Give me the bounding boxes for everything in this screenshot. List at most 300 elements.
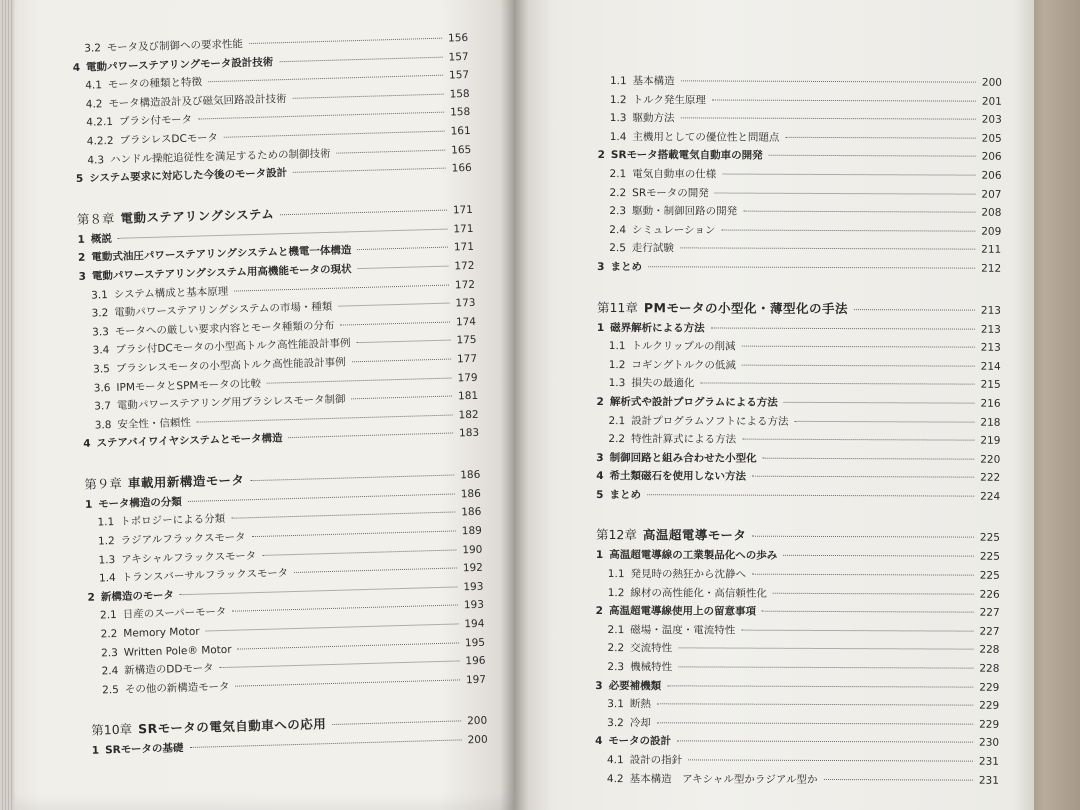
toc-page-number: 213 xyxy=(980,341,1001,354)
toc-page-number: 213 xyxy=(980,323,1001,336)
toc-entry-number: 2 xyxy=(77,252,86,265)
toc-entry xyxy=(598,165,1002,185)
toc-entry-title: ブラシレスDCモータ xyxy=(119,131,219,147)
toc-entry-title: トランスバーサルフラックスモータ xyxy=(121,567,289,585)
toc-page-number: 231 xyxy=(978,755,1000,768)
toc-page-number: 224 xyxy=(980,490,1001,503)
toc-entry-title: 駆動・制御回路の開発 xyxy=(632,205,738,218)
toc-entry-title: 基本構造 xyxy=(632,75,675,88)
dot-leader xyxy=(280,209,447,215)
toc-entry-number: 2 xyxy=(596,395,604,408)
toc-entry-title: 日産のスーパーモータ xyxy=(122,606,227,622)
toc-entry-number: 4 xyxy=(83,437,91,451)
dot-leader xyxy=(823,779,972,781)
toc-entry-title: 高温超電導線の工業製品化への歩み xyxy=(609,549,778,563)
toc-entry-title: モータ構造設計及び磁気回路設計技術 xyxy=(108,92,287,110)
dot-leader xyxy=(206,623,459,631)
toc-entry-title: アキシャルフラックスモータ xyxy=(121,549,257,566)
toc-page-number: 193 xyxy=(463,599,485,612)
toc-entry-title: 機械特性 xyxy=(630,661,673,674)
dot-leader xyxy=(677,741,973,743)
dot-leader xyxy=(357,247,448,251)
dot-leader xyxy=(292,93,443,98)
toc-entry xyxy=(597,337,1001,357)
toc-entry xyxy=(596,411,1000,431)
dot-leader xyxy=(678,648,973,650)
toc-entry xyxy=(595,751,999,771)
toc-entry-number: 4.2 xyxy=(606,772,624,785)
toc-entry xyxy=(595,677,999,697)
toc-page-number: 177 xyxy=(456,352,478,366)
toc-entry-number: 2.2 xyxy=(609,186,627,199)
toc-page-number: 166 xyxy=(451,162,472,175)
toc-entry-title: SRモータ搭載電気自動車の開発 xyxy=(610,149,763,163)
toc-entry-title: ブラシ付DCモータの小型高トルク高性能設計事例 xyxy=(115,337,351,357)
toc-entry-number: 1.1 xyxy=(609,75,627,88)
toc-entry-title: モータへの厳しい要求内容とモータ種類の分布 xyxy=(114,319,335,338)
toc-entry-title: 設計の指針 xyxy=(629,754,683,767)
toc-entry-title: 電動パワーステアリングシステムの市場・種類 xyxy=(114,300,333,320)
toc-entry xyxy=(597,202,1001,222)
toc-page-number: 203 xyxy=(981,113,1002,126)
toc-entry-title: シミュレーション xyxy=(631,223,716,237)
dot-leader xyxy=(712,99,976,101)
toc-page-number: 165 xyxy=(451,143,472,157)
toc-entry-number: 3.2 xyxy=(84,42,102,55)
toc-entry-title: 希土類磁石を使用しない方法 xyxy=(609,470,747,483)
dot-leader xyxy=(338,303,449,307)
toc-entry-number: 1 xyxy=(596,321,605,334)
dot-leader xyxy=(763,457,975,459)
toc-entry-title: PMモータの小型化・薄型化の手法 xyxy=(643,299,849,316)
dot-leader xyxy=(680,248,975,250)
dot-leader xyxy=(657,722,973,724)
toc-entry-number: 3.2 xyxy=(91,307,109,320)
toc-entry-title: 主機用としての優位性と問題点 xyxy=(632,130,780,144)
dot-leader xyxy=(657,703,973,705)
toc-entry xyxy=(598,128,1002,148)
dot-leader xyxy=(795,420,975,422)
toc-entry-title: 冷却 xyxy=(629,716,651,730)
toc-page-number: 200 xyxy=(466,715,488,728)
toc-entry xyxy=(597,239,1001,259)
toc-entry-title: 発見時の熱狂から沈静へ xyxy=(630,568,747,581)
dot-leader xyxy=(340,321,450,325)
toc-page-number: 209 xyxy=(981,225,1002,238)
toc-entry xyxy=(596,430,1000,450)
toc-entry-title: 駆動方法 xyxy=(632,112,675,125)
toc-entry-title: ブラシ付モータ xyxy=(118,114,193,129)
toc-entry-number: 4.2 xyxy=(85,97,103,111)
toc-entry-title: Memory Motor xyxy=(123,625,200,640)
toc-page-number: 229 xyxy=(979,681,1000,694)
dot-leader xyxy=(752,574,974,576)
toc-entry-title: ハンドル操舵追従性を満足するための制御技術 xyxy=(109,147,331,166)
toc-chapter xyxy=(596,524,1000,548)
dot-leader xyxy=(279,56,442,62)
dot-leader xyxy=(722,174,975,176)
toc-entry-title: 新構造のモータ xyxy=(100,589,175,604)
toc-entry-number: 2.5 xyxy=(609,242,626,255)
toc-entry-number: 3 xyxy=(596,451,604,464)
toc-entry-title: コギングトルクの低減 xyxy=(631,358,736,372)
toc-entry-title: ラジアルフラックスモータ xyxy=(120,531,246,547)
toc-entry-number: 2.1 xyxy=(609,168,627,181)
toc-entry xyxy=(598,146,1002,166)
toc-entry-number: 1 xyxy=(77,233,86,246)
toc-entry-title: 制御回路と組み合わせた小型化 xyxy=(609,451,757,465)
toc-entry-title: その他の新構造モータ xyxy=(124,680,230,696)
toc-entry-number: 3.4 xyxy=(92,344,110,357)
toc-page-number: 229 xyxy=(979,718,1000,731)
toc-entry-title: 電動ステアリングシステム xyxy=(120,206,275,226)
toc-page-number: 197 xyxy=(465,673,487,687)
toc-page-number: 173 xyxy=(455,296,476,310)
toc-entry-title: 特性計算式による方法 xyxy=(631,433,737,446)
left-page xyxy=(0,0,514,810)
toc-page-number: 214 xyxy=(980,360,1001,373)
toc-entry-title: 損失の最適化 xyxy=(631,377,695,390)
dot-leader xyxy=(293,168,446,173)
toc-page-number: 229 xyxy=(979,699,1000,712)
toc-entry xyxy=(596,565,1000,585)
dot-leader xyxy=(700,383,974,385)
toc-entry xyxy=(595,732,999,752)
dot-leader xyxy=(741,346,974,348)
toc-entry-number: 第８章 xyxy=(76,210,115,227)
toc-page-number: 189 xyxy=(461,524,483,538)
toc-entry-title: トルクリップルの削減 xyxy=(631,340,736,353)
dot-leader xyxy=(678,666,973,668)
dot-leader xyxy=(198,112,444,120)
dot-leader xyxy=(197,414,453,422)
toc-entry-number: 3.1 xyxy=(90,288,108,302)
toc-page-number: 190 xyxy=(462,543,483,556)
toc-entry xyxy=(595,695,999,715)
dot-leader xyxy=(721,229,975,231)
dot-leader xyxy=(742,364,975,366)
toc-entry-title: 磁場・温度・電流特性 xyxy=(630,623,736,637)
dot-leader xyxy=(769,155,976,157)
dot-leader xyxy=(249,38,442,44)
dot-leader xyxy=(351,396,452,400)
toc-page-number: 196 xyxy=(465,654,486,668)
toc-page-number: 158 xyxy=(449,106,471,119)
toc-entry-title: 車載用新構造モータ xyxy=(127,472,245,491)
toc-entry-title: 必要補機類 xyxy=(608,679,662,692)
toc-page-number: 157 xyxy=(448,50,469,64)
toc-entry-number: 3.7 xyxy=(94,400,112,413)
dot-leader xyxy=(854,309,975,311)
toc-entry xyxy=(597,221,1001,241)
toc-entry-title: 解析式や設計プログラムによる方法 xyxy=(609,395,778,409)
toc-page-number: 227 xyxy=(979,625,1000,638)
toc-entry-title: 交流特性 xyxy=(630,642,673,655)
toc-page-number: 172 xyxy=(454,278,476,291)
toc-entry-number: 2.4 xyxy=(101,665,119,678)
toc-entry-number: 第10章 xyxy=(91,721,133,739)
toc-page-number: 171 xyxy=(452,203,474,217)
dot-leader xyxy=(743,211,975,213)
toc-entry-title: 電動式油圧パワーステアリングシステムと機電一体構造 xyxy=(91,244,352,264)
toc-entry xyxy=(595,714,999,734)
toc-entry-number: 第11章 xyxy=(596,299,638,315)
toc-entry-title: 電動パワーステアリングモータ設計技術 xyxy=(85,55,274,74)
dot-leader xyxy=(742,439,974,441)
toc-page-number: 227 xyxy=(979,606,1000,620)
toc-entry-number: 4 xyxy=(595,735,603,748)
toc-entry-number: 2.3 xyxy=(609,205,627,218)
toc-entry xyxy=(598,109,1002,129)
dot-leader xyxy=(118,228,448,238)
dot-leader xyxy=(180,586,457,595)
dot-leader xyxy=(234,284,449,291)
toc-entry-number: 2.2 xyxy=(607,642,625,655)
toc-entry-number: 4.3 xyxy=(87,153,105,167)
toc-page-number: 230 xyxy=(979,737,1000,750)
toc-page-number: 186 xyxy=(460,487,481,501)
toc-entry-number: 2.1 xyxy=(99,609,117,622)
dot-leader xyxy=(220,661,460,669)
toc-page-number: 174 xyxy=(455,315,477,329)
toc-page-number: 206 xyxy=(981,169,1002,182)
toc-entry-title: システム構成と基本原理 xyxy=(113,285,229,301)
toc-page-number: 179 xyxy=(457,371,478,384)
toc-entry-number: 3.3 xyxy=(92,325,110,339)
toc-entry-number: 2.1 xyxy=(608,414,626,427)
dot-leader xyxy=(357,266,448,270)
toc-entry xyxy=(596,486,1000,506)
dot-leader xyxy=(752,476,974,478)
toc-entry-number: 1.4 xyxy=(98,572,116,585)
toc-page-number: 186 xyxy=(460,468,481,482)
toc-entry-number: 2.3 xyxy=(607,661,625,674)
toc-entry-title: モータの設計 xyxy=(608,735,672,748)
toc-page-number: 201 xyxy=(981,95,1002,108)
toc-entry-title: 磁界解析による方法 xyxy=(610,321,705,334)
toc-entry-title: 走行試験 xyxy=(631,242,674,255)
toc-page-number: 156 xyxy=(447,31,469,45)
toc-page-number: 225 xyxy=(979,569,1000,582)
toc-entry-number: 4.1 xyxy=(85,79,103,92)
toc-page-number: 175 xyxy=(456,334,477,347)
toc-page-number: 158 xyxy=(449,87,470,101)
toc-entry-number: 第12章 xyxy=(595,527,637,543)
toc-page-number: 183 xyxy=(458,427,480,440)
toc-page-number: 211 xyxy=(981,244,1002,257)
toc-chapter xyxy=(597,297,1001,321)
toc-entry-number: 5 xyxy=(75,172,84,186)
toc-entry-title: 線材の高性能化・高信頼性化 xyxy=(630,586,767,600)
dot-leader xyxy=(235,679,460,686)
toc-page-number: 171 xyxy=(453,241,475,254)
dot-leader xyxy=(231,512,455,519)
toc-entry xyxy=(598,72,1002,92)
toc-entry-number: 1.3 xyxy=(609,112,627,125)
toc-entry-number: 3.8 xyxy=(94,418,112,432)
toc-entry-number: 2.1 xyxy=(607,623,625,636)
dot-leader xyxy=(357,340,451,344)
toc-page-number: 228 xyxy=(979,644,1000,657)
toc-entry-number: 2.4 xyxy=(609,223,627,236)
dot-leader xyxy=(232,605,458,612)
dot-leader xyxy=(352,358,451,362)
toc-entry xyxy=(596,449,1000,469)
toc-entry-number: 2.2 xyxy=(608,433,626,446)
toc-entry-title: 概説 xyxy=(90,232,113,246)
toc-entry-title: トルク発生原理 xyxy=(632,93,706,107)
toc-page-number: 161 xyxy=(450,124,471,138)
toc-page-number: 182 xyxy=(458,408,479,422)
toc-entry-number: 3.1 xyxy=(607,698,624,711)
toc-entry xyxy=(596,602,1000,622)
toc-entry-number: 4 xyxy=(596,470,604,483)
toc-entry-number: 2.3 xyxy=(100,646,118,660)
dot-leader xyxy=(711,327,975,329)
toc-entry-title: 新構造のDDモータ xyxy=(124,662,214,678)
dot-leader xyxy=(189,740,461,749)
dot-leader xyxy=(647,494,974,496)
toc-entry xyxy=(597,258,1001,278)
toc-entry-number: 1.1 xyxy=(607,568,625,581)
dot-leader xyxy=(741,629,973,631)
dot-leader xyxy=(332,721,461,726)
dot-leader xyxy=(289,433,454,439)
toc-entry-title: 断熱 xyxy=(629,698,651,711)
toc-entry xyxy=(596,621,1000,641)
toc-entry-title: Written Pole® Motor xyxy=(123,643,232,659)
toc-entry-number: 3 xyxy=(597,260,605,273)
toc-entry-number: 1.4 xyxy=(609,130,627,143)
toc-entry-title: モータ構造の分類 xyxy=(98,495,183,511)
dot-leader xyxy=(688,759,973,761)
dot-leader xyxy=(667,685,973,687)
toc-entry-number: 2.5 xyxy=(101,683,120,697)
toc-entry-number: 4.2.1 xyxy=(86,116,114,130)
dot-leader xyxy=(294,568,457,574)
toc-page-number: 212 xyxy=(981,262,1002,275)
toc-page-number: 215 xyxy=(980,378,1001,392)
toc-entry-number: 1.3 xyxy=(608,377,626,390)
toc-page-number: 192 xyxy=(462,561,484,575)
toc-list-right xyxy=(595,72,1002,790)
toc-entry xyxy=(596,467,1000,487)
toc-entry-title: 基本構造 アキシャル型かラジアル型か xyxy=(629,772,818,786)
toc-entry-title: ブラシレスモータの小型高トルク高性能設計事例 xyxy=(115,356,346,375)
dot-leader xyxy=(773,592,974,594)
toc-entry-number: 1.2 xyxy=(607,586,625,599)
toc-entry-title: SRモータの開発 xyxy=(632,186,709,200)
toc-entry-title: 高温超電導モータ xyxy=(642,527,747,544)
toc-entry xyxy=(596,584,1000,604)
toc-entry xyxy=(597,356,1001,376)
toc-entry-number: 3 xyxy=(595,679,603,692)
toc-page-number: 208 xyxy=(981,206,1002,219)
toc-entry-number: 第９章 xyxy=(84,475,123,492)
toc-entry-number: 1 xyxy=(91,744,100,758)
toc-entry-number: 2 xyxy=(597,149,605,162)
toc-entry xyxy=(595,770,999,790)
toc-page-number: 205 xyxy=(981,132,1002,145)
toc-entry-title: SRモータの基礎 xyxy=(105,742,184,757)
toc-entry-title: 電動パワーステアリング用ブラシレスモータ制御 xyxy=(116,393,346,412)
toc-page-number: 216 xyxy=(980,397,1001,410)
toc-entry-number: 3 xyxy=(78,270,87,283)
toc-entry-number: 4.1 xyxy=(606,754,624,767)
toc-page-number: 207 xyxy=(981,188,1002,201)
toc-page-number: 172 xyxy=(454,259,475,273)
toc-entry-number: 3.2 xyxy=(607,716,624,729)
dot-leader xyxy=(188,493,455,501)
dot-leader xyxy=(752,536,974,538)
toc-entry-title: IPMモータとSPMモータの比較 xyxy=(116,377,262,394)
dot-leader xyxy=(762,611,974,613)
toc-entry-title: 安全性・信頼性 xyxy=(117,416,192,431)
toc-page-number: 213 xyxy=(980,304,1001,317)
toc-page-number: 181 xyxy=(457,389,479,403)
toc-entry xyxy=(597,393,1001,413)
toc-entry-number: 2.2 xyxy=(100,628,118,641)
dot-leader xyxy=(715,192,976,194)
toc-entry-title: ステアバイワイヤシステムとモータ構造 xyxy=(96,432,283,450)
toc-entry-title: まとめ xyxy=(610,260,642,274)
toc-entry-number: 1 xyxy=(84,498,93,511)
toc-entry-number: 5 xyxy=(596,488,604,501)
toc-page-number: 220 xyxy=(980,453,1001,466)
toc-entry-number: 4.2.2 xyxy=(86,134,114,148)
toc-page-number: 222 xyxy=(980,471,1001,485)
toc-entry xyxy=(597,184,1001,204)
toc-page-number: 200 xyxy=(467,734,488,747)
right-page xyxy=(514,0,1034,810)
toc-entry-number: 3.6 xyxy=(93,381,111,395)
dot-leader xyxy=(336,149,445,153)
toc-entry-number: 1.1 xyxy=(97,516,115,529)
toc-page-number: 193 xyxy=(463,580,484,594)
dot-leader xyxy=(648,266,975,268)
dot-leader xyxy=(251,531,455,538)
toc-page-number: 225 xyxy=(979,532,1000,545)
toc-page-number: 195 xyxy=(464,636,486,649)
toc-entry-number: 4 xyxy=(72,61,81,74)
toc-page-number: 231 xyxy=(978,774,999,787)
dot-leader xyxy=(267,377,451,383)
toc-entry xyxy=(595,639,999,659)
toc-entry-title: 電気自動車の仕様 xyxy=(632,168,717,181)
dot-leader xyxy=(208,75,443,83)
toc-entry xyxy=(596,546,1000,566)
page-edges xyxy=(0,0,14,810)
toc-entry-title: モータの種類と特徴 xyxy=(107,76,203,92)
toc-entry-title: モータ及び制御への要求性能 xyxy=(106,38,244,55)
dot-leader xyxy=(785,137,975,139)
dot-leader xyxy=(238,642,459,649)
toc-entry xyxy=(598,91,1002,111)
toc-entry-title: トポロジーによる分類 xyxy=(120,513,226,529)
toc-entry-number: 1.2 xyxy=(608,358,626,371)
dot-leader xyxy=(783,555,974,557)
toc-entry-number: 1.3 xyxy=(98,553,116,567)
toc-page-number: 194 xyxy=(464,617,485,631)
toc-list-left xyxy=(72,29,488,761)
toc-entry-title: 電動パワーステアリングシステム用高機能モータの現状 xyxy=(91,263,352,283)
toc-entry-number: 1.1 xyxy=(608,340,626,353)
toc-entry xyxy=(597,319,1001,339)
toc-page-number: 226 xyxy=(979,588,1000,601)
toc-entry-title: システム要求に対応した今後のモータ設計 xyxy=(89,167,288,185)
toc-page-number: 218 xyxy=(980,416,1001,429)
dot-leader xyxy=(262,549,456,555)
